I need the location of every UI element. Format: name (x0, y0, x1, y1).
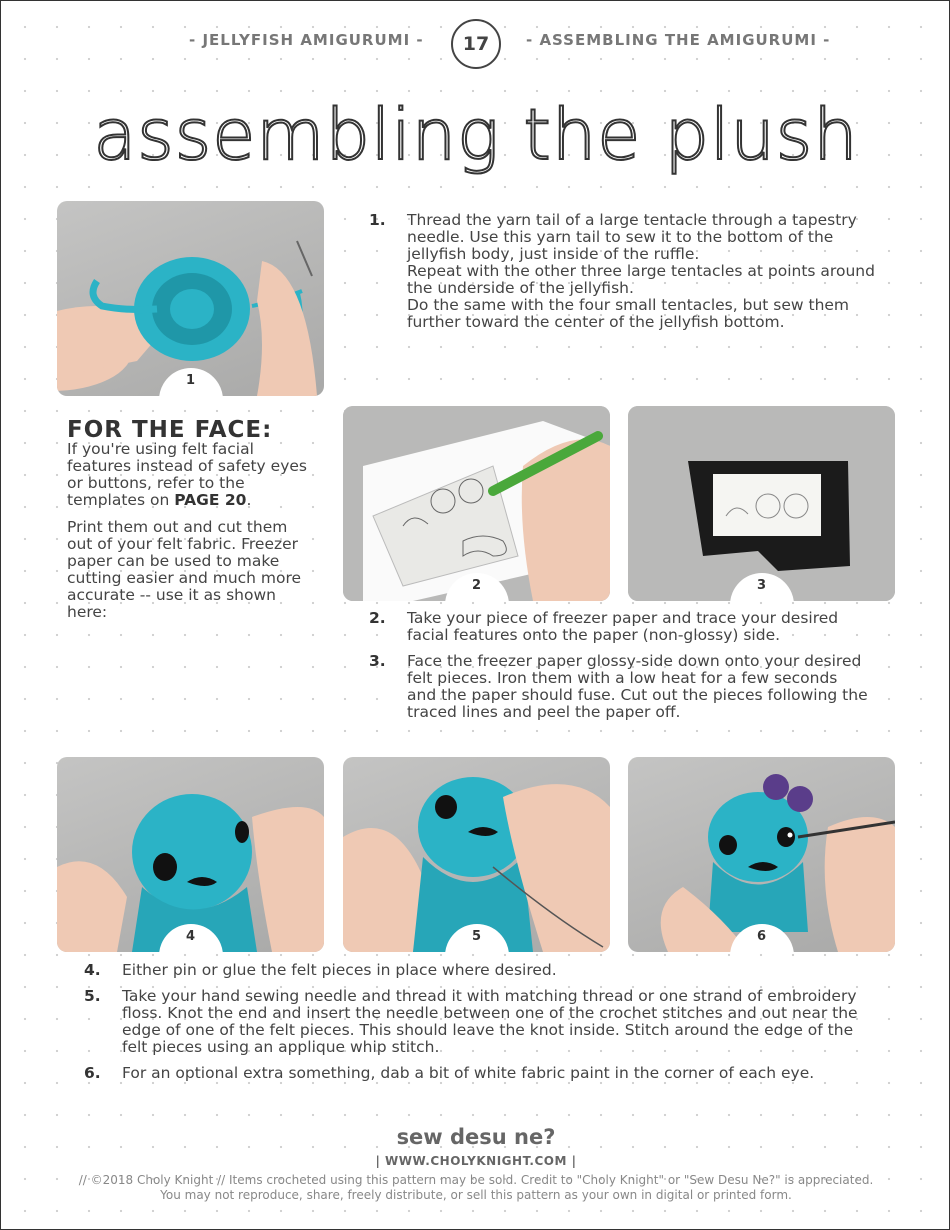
photo-label: 4 (159, 924, 223, 952)
legal-line-2: You may not reproduce, share, freely distribute, or sell this pattern as your own in digital or printed form. (160, 1188, 792, 1202)
step-number: 3. (369, 652, 386, 670)
photo-label: 1 (159, 368, 223, 396)
footer-legal (1, 1173, 950, 1203)
step-text: Thread the yarn tail of a large tentacle through a tapestry needle. Use this yarn tail to sew it to the bottom of the jellyfish body, just inside of the ruffle. Repeat with the other three large tentacles at points around the underside of the jellyfish. Do the same with the four small tentacles, but sew them further toward the center of the jellyfish bottom. (407, 211, 875, 331)
steps-top (369, 212, 889, 340)
step-text: Face the freezer paper glossy-side down onto your desired felt pieces. Iron them with a low heat for a few seconds and the paper should fuse. Cut out the pieces following the traced lines and peel the paper off. (407, 652, 868, 721)
step-4 (84, 962, 884, 979)
step-3 (369, 653, 889, 721)
step-text: Take your piece of freezer paper and trace your desired facial features onto the paper (non-glossy) side. (407, 609, 839, 644)
photo-step-6-illustration (628, 757, 895, 952)
page-number: 17 (451, 19, 501, 69)
step-text: Take your hand sewing needle and thread it with matching thread or one strand of embroidery floss. Knot the end and insert the needle between one of the crochet stitches and out near the edge of one of the felt pieces. This should leave the knot inside. Stitch around the edge of the felt pieces using an applique whip stitch. (122, 987, 858, 1056)
page-reference: PAGE 20 (174, 491, 247, 509)
step-6 (84, 1065, 884, 1082)
step-text: For an optional extra something, dab a bit of white fabric paint in the corner of each eye. (122, 1064, 815, 1082)
step-number: 2. (369, 609, 386, 627)
face-paragraph-1 (67, 441, 315, 509)
step-number: 4. (84, 961, 101, 979)
header-section-name: - ASSEMBLING THE AMIGURUMI - (526, 31, 831, 49)
step-5 (84, 988, 884, 1056)
photo-step-1 (57, 201, 324, 396)
photo-step-3-illustration (628, 406, 895, 601)
photo-label: 5 (445, 924, 509, 952)
header-pattern-name: - JELLYFISH AMIGURUMI - (189, 31, 424, 49)
face-section-body (67, 441, 315, 631)
face-p1-text: If you're using felt facial features instead of safety eyes or buttons, refer to the templates on (67, 440, 307, 509)
photo-step-1-illustration (57, 201, 324, 396)
photo-step-2-illustration (343, 406, 610, 601)
footer-website-link[interactable]: | WWW.CHOLYKNIGHT.COM | (375, 1154, 577, 1168)
photo-step-2 (343, 406, 610, 601)
photo-label: 3 (730, 573, 794, 601)
page-title: assembling the plush (93, 94, 859, 176)
photo-step-5-illustration (343, 757, 610, 952)
step-number: 6. (84, 1064, 101, 1082)
step-text: Either pin or glue the felt pieces in place where desired. (122, 961, 557, 979)
photo-label: 2 (445, 573, 509, 601)
legal-line-1: // ©2018 Choly Knight // Items crocheted using this pattern may be sold. Credit to "Choly Knight" or "Sew Desu Ne?" is appreciated. (78, 1173, 874, 1187)
step-1 (369, 212, 889, 331)
photo-step-3 (628, 406, 895, 601)
photo-step-6 (628, 757, 895, 952)
face-paragraph-2: Print them out and cut them out of your felt fabric. Freezer paper can be used to make cutting easier and much more accurate -- use it as shown here: (67, 518, 302, 621)
photo-step-4-illustration (57, 757, 324, 952)
steps-bottom (84, 962, 884, 1091)
step-number: 1. (369, 211, 386, 229)
photo-label: 6 (730, 924, 794, 952)
steps-middle (369, 610, 889, 730)
photo-step-5 (343, 757, 610, 952)
step-number: 5. (84, 987, 101, 1005)
photo-step-4 (57, 757, 324, 952)
face-p1-end: . (246, 491, 252, 509)
step-2 (369, 610, 889, 644)
face-section-title: FOR THE FACE: (67, 417, 273, 443)
footer-brand: sew desu ne? (396, 1125, 556, 1149)
